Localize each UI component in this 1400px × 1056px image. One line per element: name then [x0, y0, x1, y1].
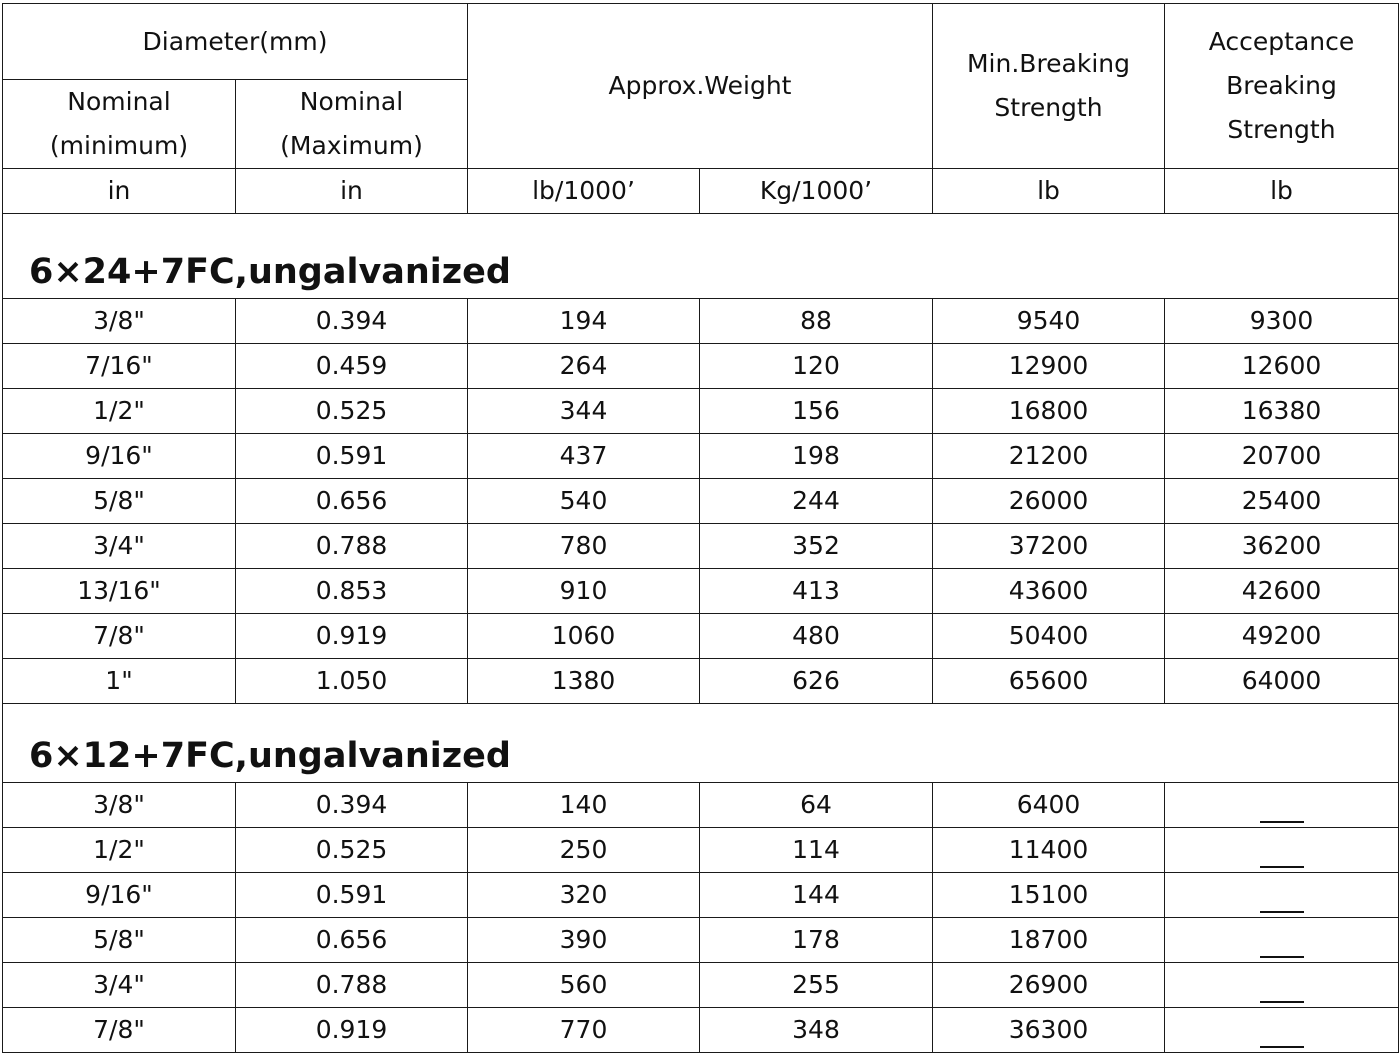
nominal-max-line1: Nominal	[299, 87, 404, 116]
table-row	[3, 1008, 1399, 1053]
weight-lb-cell: 344	[468, 389, 700, 434]
table-row	[3, 344, 1399, 389]
nominal-max-cell: 0.394	[236, 299, 468, 344]
table-row	[3, 299, 1399, 344]
table-row	[3, 479, 1399, 524]
nominal-max-cell: 0.919	[236, 614, 468, 659]
nominal-min-cell: 3/8"	[3, 299, 236, 344]
table-row	[3, 873, 1399, 918]
weight-lb-cell: 140	[468, 783, 700, 828]
weight-kg-cell: 626	[700, 659, 933, 704]
min-breaking-cell: 26900	[933, 963, 1165, 1008]
approx-weight-header: Approx.Weight	[468, 4, 933, 169]
nominal-min-cell: 9/16"	[3, 873, 236, 918]
diameter-header: Diameter(mm)	[3, 4, 468, 80]
acceptance-line1: Acceptance	[1208, 27, 1355, 56]
unit-nominal-max: in	[236, 169, 468, 214]
weight-lb-cell: 1060	[468, 614, 700, 659]
header-row-top	[3, 4, 1399, 80]
nominal-maximum-header	[236, 80, 468, 169]
weight-lb-cell: 250	[468, 828, 700, 873]
min-breaking-cell: 11400	[933, 828, 1165, 873]
nominal-min-cell: 9/16"	[3, 434, 236, 479]
acceptance-cell: 49200	[1165, 614, 1399, 659]
acceptance-cell	[1165, 828, 1399, 873]
acceptance-cell: 12600	[1165, 344, 1399, 389]
weight-lb-cell: 1380	[468, 659, 700, 704]
acceptance-line3: Strength	[1227, 115, 1336, 144]
nominal-max-line2: (Maximum)	[280, 131, 423, 160]
table-row	[3, 659, 1399, 704]
min-breaking-cell: 9540	[933, 299, 1165, 344]
weight-lb-cell: 320	[468, 873, 700, 918]
min-breaking-cell: 12900	[933, 344, 1165, 389]
min-breaking-strength-header	[933, 4, 1165, 169]
weight-lb-cell: 780	[468, 524, 700, 569]
weight-lb-cell: 264	[468, 344, 700, 389]
unit-weight-kg: Kg/1000’	[700, 169, 933, 214]
weight-lb-cell: 910	[468, 569, 700, 614]
weight-kg-cell: 120	[700, 344, 933, 389]
min-breaking-cell: 6400	[933, 783, 1165, 828]
weight-kg-cell: 244	[700, 479, 933, 524]
section-title: 6×24+7FC,ungalvanized	[3, 214, 1399, 299]
nominal-max-cell: 0.459	[236, 344, 468, 389]
weight-kg-cell: 480	[700, 614, 933, 659]
empty-value-dash	[1260, 1001, 1304, 1003]
acceptance-cell	[1165, 963, 1399, 1008]
nominal-min-cell: 5/8"	[3, 918, 236, 963]
empty-value-dash	[1260, 911, 1304, 913]
nominal-min-cell: 3/8"	[3, 783, 236, 828]
weight-kg-cell: 88	[700, 299, 933, 344]
weight-kg-cell: 144	[700, 873, 933, 918]
nominal-max-cell: 0.591	[236, 873, 468, 918]
min-breaking-cell: 15100	[933, 873, 1165, 918]
table-row	[3, 434, 1399, 479]
empty-value-dash	[1260, 956, 1304, 958]
table-row	[3, 828, 1399, 873]
empty-value-dash	[1260, 866, 1304, 868]
nominal-max-cell: 0.788	[236, 524, 468, 569]
table-row	[3, 918, 1399, 963]
nominal-min-cell: 5/8"	[3, 479, 236, 524]
section-title-row	[3, 704, 1399, 783]
table-row	[3, 963, 1399, 1008]
min-breaking-line2: Strength	[994, 93, 1103, 122]
weight-kg-cell: 255	[700, 963, 933, 1008]
nominal-min-cell: 1"	[3, 659, 236, 704]
table-row	[3, 569, 1399, 614]
min-breaking-cell: 16800	[933, 389, 1165, 434]
nominal-max-cell: 0.788	[236, 963, 468, 1008]
table-row	[3, 524, 1399, 569]
nominal-min-cell: 1/2"	[3, 828, 236, 873]
nominal-min-cell: 7/8"	[3, 1008, 236, 1053]
nominal-max-cell: 0.525	[236, 828, 468, 873]
acceptance-breaking-strength-header	[1165, 4, 1399, 169]
nominal-min-cell: 3/4"	[3, 963, 236, 1008]
acceptance-cell: 42600	[1165, 569, 1399, 614]
weight-kg-cell: 413	[700, 569, 933, 614]
min-breaking-cell: 50400	[933, 614, 1165, 659]
weight-kg-cell: 178	[700, 918, 933, 963]
acceptance-cell: 20700	[1165, 434, 1399, 479]
unit-min-breaking: lb	[933, 169, 1165, 214]
nominal-min-cell: 3/4"	[3, 524, 236, 569]
min-breaking-cell: 18700	[933, 918, 1165, 963]
acceptance-cell	[1165, 918, 1399, 963]
table-row	[3, 389, 1399, 434]
wire-rope-spec-table	[2, 3, 1399, 1053]
units-row	[3, 169, 1399, 214]
unit-weight-lb: lb/1000’	[468, 169, 700, 214]
weight-kg-cell: 156	[700, 389, 933, 434]
weight-lb-cell: 194	[468, 299, 700, 344]
acceptance-cell: 9300	[1165, 299, 1399, 344]
nominal-max-cell: 0.656	[236, 479, 468, 524]
table-row	[3, 614, 1399, 659]
min-breaking-cell: 43600	[933, 569, 1165, 614]
weight-kg-cell: 348	[700, 1008, 933, 1053]
unit-nominal-min: in	[3, 169, 236, 214]
weight-kg-cell: 64	[700, 783, 933, 828]
nominal-min-cell: 7/16"	[3, 344, 236, 389]
section-title: 6×12+7FC,ungalvanized	[3, 704, 1399, 783]
acceptance-cell: 25400	[1165, 479, 1399, 524]
acceptance-cell	[1165, 1008, 1399, 1053]
acceptance-line2: Breaking	[1226, 71, 1337, 100]
weight-lb-cell: 390	[468, 918, 700, 963]
acceptance-cell	[1165, 873, 1399, 918]
weight-lb-cell: 770	[468, 1008, 700, 1053]
nominal-min-cell: 13/16"	[3, 569, 236, 614]
nominal-min-line1: Nominal	[67, 87, 171, 116]
acceptance-cell: 16380	[1165, 389, 1399, 434]
min-breaking-cell: 37200	[933, 524, 1165, 569]
weight-lb-cell: 560	[468, 963, 700, 1008]
empty-value-dash	[1260, 821, 1304, 823]
nominal-min-cell: 1/2"	[3, 389, 236, 434]
acceptance-cell: 36200	[1165, 524, 1399, 569]
nominal-max-cell: 1.050	[236, 659, 468, 704]
min-breaking-cell: 26000	[933, 479, 1165, 524]
section-title-row	[3, 214, 1399, 299]
nominal-max-cell: 0.919	[236, 1008, 468, 1053]
min-breaking-cell: 36300	[933, 1008, 1165, 1053]
nominal-max-cell: 0.853	[236, 569, 468, 614]
nominal-min-line2: (minimum)	[49, 131, 189, 160]
table-row	[3, 783, 1399, 828]
weight-kg-cell: 198	[700, 434, 933, 479]
weight-kg-cell: 114	[700, 828, 933, 873]
acceptance-cell: 64000	[1165, 659, 1399, 704]
weight-kg-cell: 352	[700, 524, 933, 569]
min-breaking-cell: 65600	[933, 659, 1165, 704]
min-breaking-line1: Min.Breaking	[966, 49, 1131, 78]
empty-value-dash	[1260, 1046, 1304, 1048]
unit-acceptance: lb	[1165, 169, 1399, 214]
weight-lb-cell: 540	[468, 479, 700, 524]
acceptance-cell	[1165, 783, 1399, 828]
nominal-max-cell: 0.656	[236, 918, 468, 963]
nominal-max-cell: 0.591	[236, 434, 468, 479]
nominal-minimum-header	[3, 80, 236, 169]
weight-lb-cell: 437	[468, 434, 700, 479]
nominal-max-cell: 0.525	[236, 389, 468, 434]
nominal-min-cell: 7/8"	[3, 614, 236, 659]
min-breaking-cell: 21200	[933, 434, 1165, 479]
nominal-max-cell: 0.394	[236, 783, 468, 828]
